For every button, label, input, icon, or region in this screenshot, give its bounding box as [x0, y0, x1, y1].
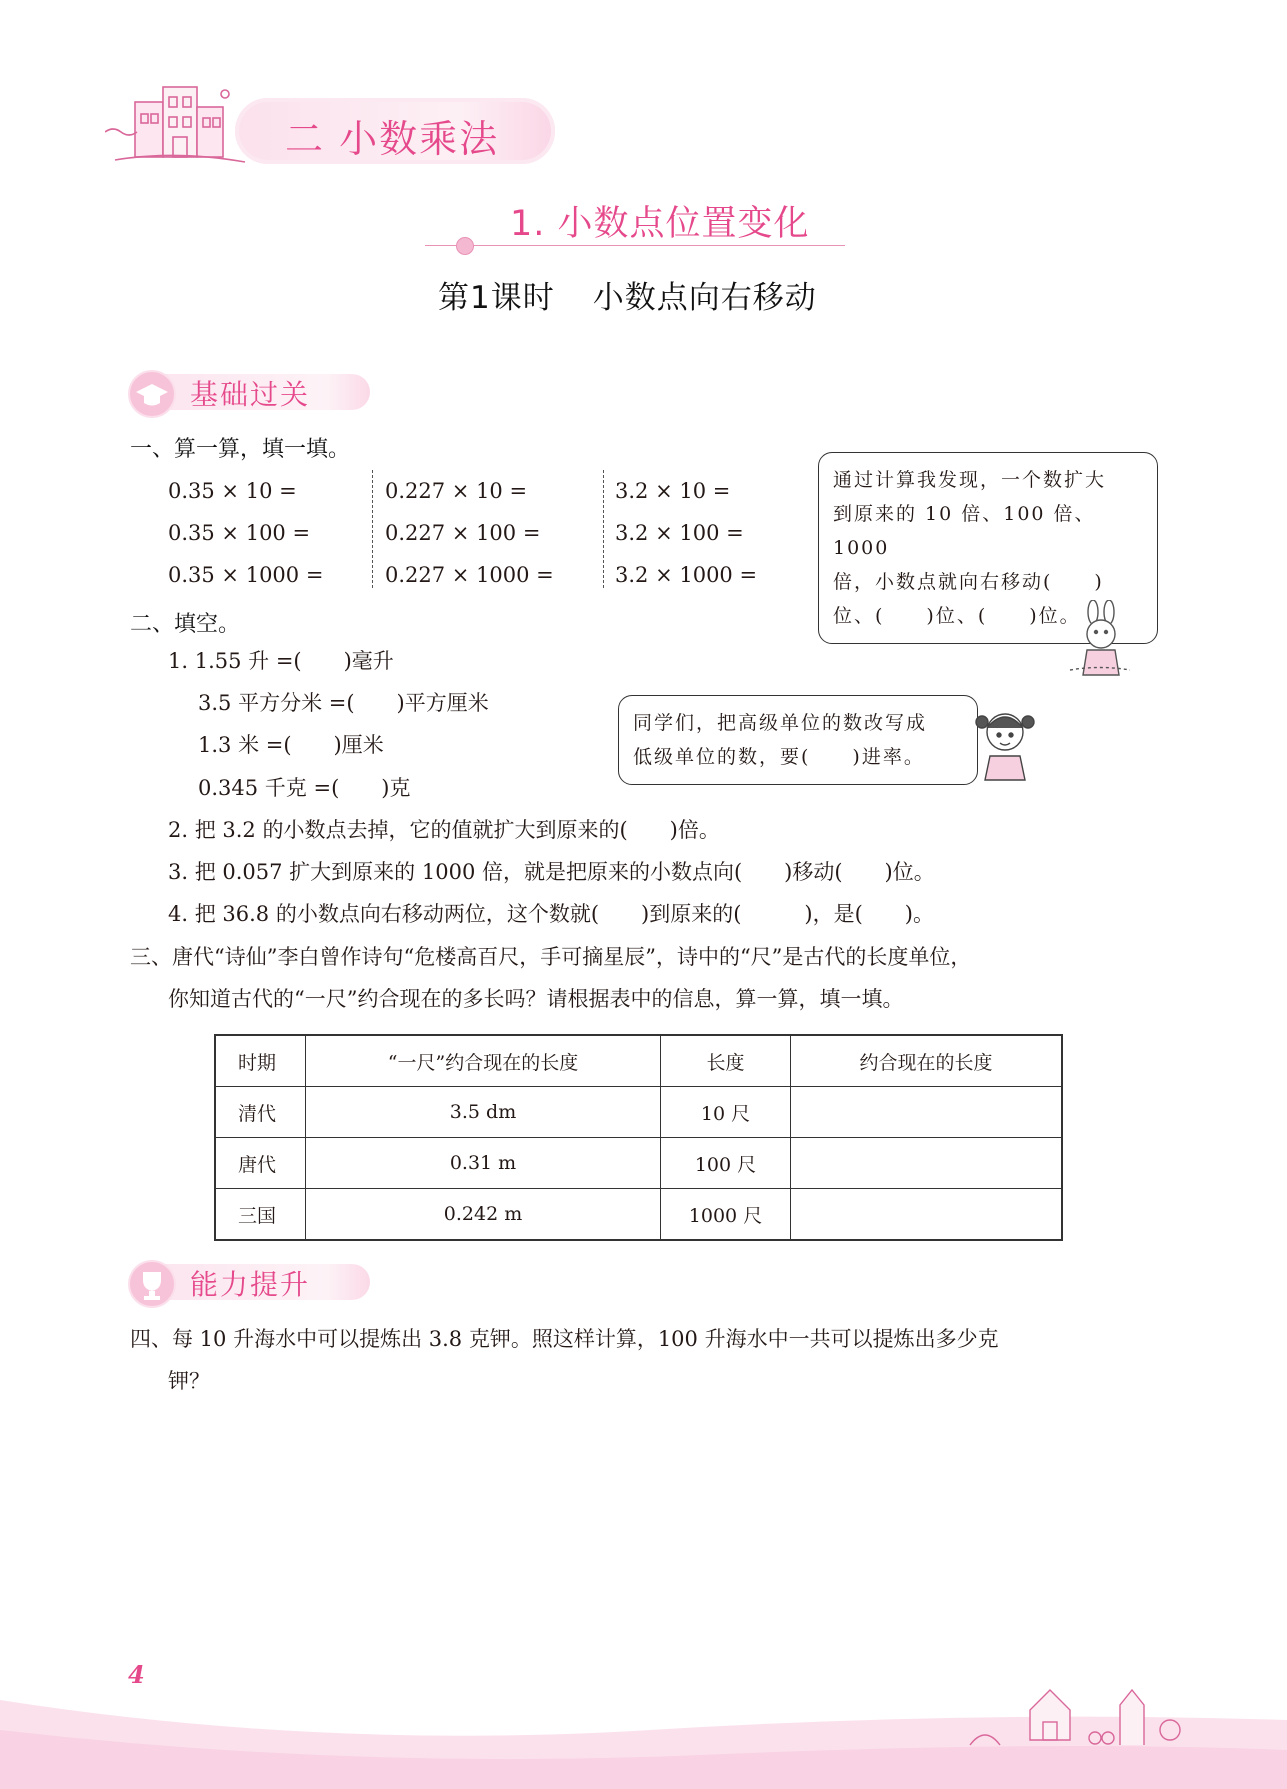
part-header-advanced — [128, 1260, 388, 1304]
fill-item: 0.345 千克 =( )克 — [198, 776, 411, 800]
bubble-line: 同学们，把高级单位的数改写成 — [633, 712, 928, 734]
part-title: 能力提升 — [190, 1268, 311, 1301]
table-cell: 100 尺 — [661, 1138, 791, 1189]
bubble-line: 到原来的 10 倍、100 倍、1000 — [833, 503, 1096, 559]
table-header: 时期 — [215, 1035, 306, 1087]
table-cell: 3.5 dm — [306, 1087, 661, 1138]
equation: 3.2 × 10 = — [615, 479, 731, 503]
equation: 0.227 × 1000 = — [385, 563, 554, 587]
length-table — [214, 1034, 1063, 1241]
table-header: 约合现在的长度 — [791, 1035, 1063, 1087]
part-header-basic — [128, 370, 388, 414]
section-title: 1. 小数点位置变化 — [510, 204, 810, 244]
girl-character-illustration — [970, 700, 1040, 785]
equation: 0.35 × 100 = — [168, 521, 311, 545]
table-cell: 三国 — [215, 1189, 306, 1241]
question-3-text: 你知道古代的“一尺”约合现在的多长吗？请根据表中的信息，算一算，填一填。 — [168, 987, 904, 1011]
equation: 3.2 × 100 = — [615, 521, 744, 545]
table-header: 长度 — [661, 1035, 791, 1087]
answer-cell[interactable] — [791, 1087, 1063, 1138]
question-1-title: 一、算一算，填一填。 — [130, 437, 351, 462]
table-row — [215, 1189, 1062, 1241]
column-divider — [372, 470, 373, 588]
table-header-row — [215, 1035, 1062, 1087]
question-4-text: 四、每 10 升海水中可以提炼出 3.8 克钾。照这样计算，100 升海水中一共可以提炼出多少克 — [130, 1327, 999, 1351]
bunny-character-illustration — [1065, 600, 1135, 685]
fill-item: 1. 1.55 升 =( )毫升 — [168, 649, 394, 673]
chapter-title: 二 小数乘法 — [285, 117, 500, 161]
question-4-text: 钾？ — [168, 1369, 210, 1393]
equation: 0.35 × 10 = — [168, 479, 297, 503]
answer-cell[interactable] — [791, 1138, 1063, 1189]
question-3-text: 三、唐代“诗仙”李白曾作诗句“危楼高百尺，手可摘星辰”，诗中的“尺”是古代的长度单位， — [130, 945, 972, 969]
lesson-title — [438, 272, 817, 317]
speech-bubble-tip — [618, 695, 978, 785]
footer-wave-decoration — [0, 1660, 1287, 1789]
fill-item: 4. 把 36.8 的小数点向右移动两位，这个数就( )到原来的( )，是( )。 — [168, 902, 934, 926]
lesson-period: 第1课时 — [438, 280, 555, 316]
trophy-icon — [128, 1260, 176, 1308]
table-cell: 唐代 — [215, 1138, 306, 1189]
fill-item: 1.3 米 =( )厘米 — [198, 733, 384, 757]
lesson-name: 小数点向右移动 — [592, 280, 817, 316]
q1-column-2 — [385, 470, 554, 596]
bubble-line: 低级单位的数，要( )进率。 — [633, 746, 925, 768]
fill-item: 3.5 平方分米 =( )平方厘米 — [198, 691, 489, 715]
bubble-line: 位、( )位、( )位。 — [833, 605, 1081, 627]
equation: 0.227 × 100 = — [385, 521, 541, 545]
column-divider — [603, 470, 604, 588]
equation: 3.2 × 1000 = — [615, 563, 758, 587]
table-row — [215, 1138, 1062, 1189]
answer-cell[interactable] — [791, 1189, 1063, 1241]
q1-column-3 — [615, 470, 757, 596]
bubble-line: 通过计算我发现，一个数扩大 — [833, 469, 1107, 491]
graduation-cap-icon — [128, 370, 176, 418]
table-cell: 清代 — [215, 1087, 306, 1138]
table-cell: 1000 尺 — [661, 1189, 791, 1241]
fill-item: 3. 把 0.057 扩大到原来的 1000 倍，就是把原来的小数点向( )移动( )位。 — [168, 860, 935, 884]
section-dot — [456, 237, 474, 255]
fill-item: 2. 把 3.2 的小数点去掉，它的值就扩大到原来的( )倍。 — [168, 818, 720, 842]
part-title: 基础过关 — [190, 378, 311, 411]
bubble-line: 倍，小数点就向右移动( ) — [833, 571, 1104, 593]
page-number: 4 — [128, 1660, 145, 1689]
equation: 0.35 × 1000 = — [168, 563, 324, 587]
table-header: “一尺”约合现在的长度 — [306, 1035, 661, 1087]
table-cell: 0.242 m — [306, 1189, 661, 1241]
q1-column-1 — [168, 470, 323, 596]
table-cell: 10 尺 — [661, 1087, 791, 1138]
equation: 0.227 × 10 = — [385, 479, 528, 503]
table-row — [215, 1087, 1062, 1138]
school-building-illustration — [105, 72, 255, 182]
question-2-title: 二、填空。 — [130, 612, 241, 637]
table-cell: 0.31 m — [306, 1138, 661, 1189]
